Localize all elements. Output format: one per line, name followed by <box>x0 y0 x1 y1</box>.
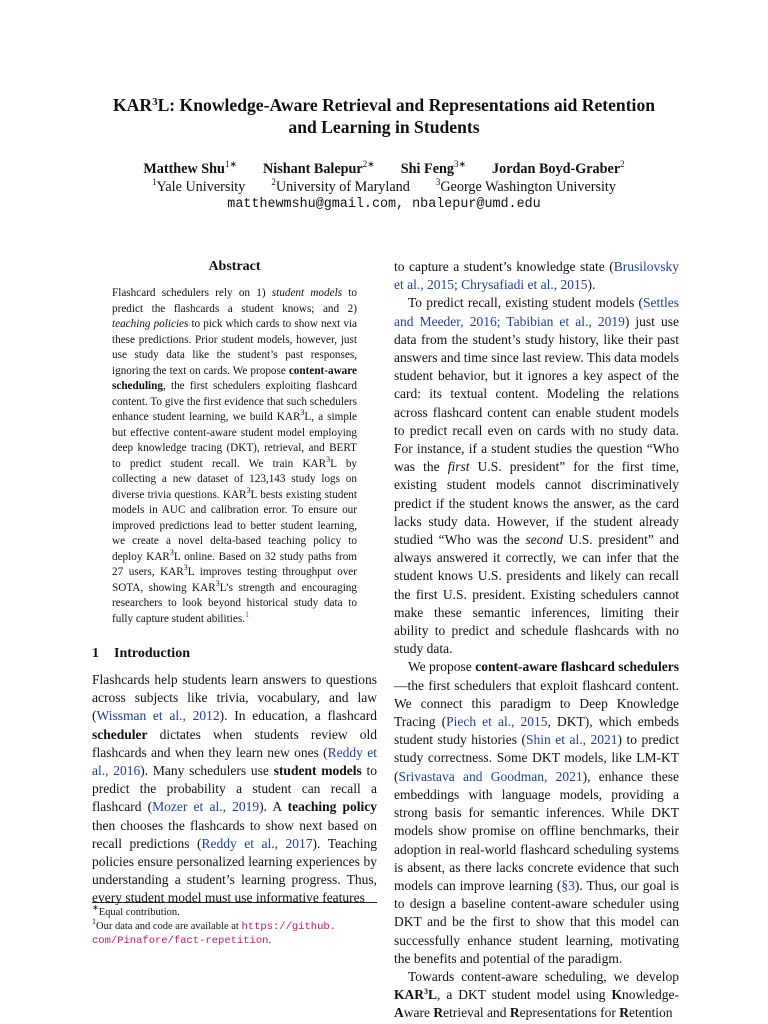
author-name: Matthew Shu <box>143 161 225 177</box>
github-link-cont[interactable]: com/Pinafore/fact-repetition <box>92 935 269 947</box>
intro-paragraph-1: Flashcards help students learn answers to questions across subjects like trivia, vocabulary, and law (Wissman et al., 2012). In education, a flashcard scheduler dictates when students review old flashcards and when they learn new ones (Reddy et al., 2016). Many schedulers use student models to predict the probability a student can recall a flashcard (Mozer et al., 2019). A teaching policy then chooses the flashcards to show next based on recall predictions (Reddy et al., 2017). Teaching policies ensure personalized learning experiences by understanding a student’s learning progress. Thus, every student model must use informative features <box>92 672 378 906</box>
abstract-body: Flashcard schedulers rely on 1) student models to predict the flashcards a student knows; and 2) teaching policies to pick which cards to show next via these predictions. Prior student models, however, just use study data like the student’s past responses, ignoring the text on cards. We propose content-aware scheduling, the first schedulers exploiting flashcard content. To give the first evidence that such schedulers enhance student learning, we build KAR$^3$L, a simple but effective content-aware student model employing deep knowledge tracing (DKT), retrieval, and BERT to predict student recall. We train KAR$^3$L by collecting a new dataset of 123,143 study logs on diverse trivia questions. KAR$^3$L bests existing student models in AUC and calibration error. To ensure our improved predictions lead to better student learning, we create a novel delta-based teaching policy to deploy KAR$^3$L online. Based on 32 study paths from 27 users, KAR$^3$L improves testing throughput over SOTA, showing KAR$^3$L’s strength and encouraging researchers to look beyond historical study data to fully capture student abilities.$^1$ <box>112 287 358 625</box>
title-line-2: and Learning in Students <box>288 117 480 137</box>
author-names: Matthew Shu$^{1∗}$ Nishant Balepur$^{2∗}$ Shi Feng$^{3∗}$ Jordan Boyd-Graber$^2$ <box>143 159 625 177</box>
author-name: Nishant Balepur <box>263 161 363 177</box>
author-emails: matthewmshu@gmail.com, nbalepur@umd.edu <box>227 197 541 212</box>
intro-paragraph-1-cont: to capture a student’s knowledge state (Brusilovsky et al., 2015; Chrysafiadi et al., 2015). <box>394 259 679 293</box>
section-heading-introduction: 1 Introduction <box>92 646 190 661</box>
title-line-1: KAR$^3$L: Knowledge-Aware Retrieval and Representations aid Retention <box>112 95 656 115</box>
footnotes <box>92 902 377 948</box>
footnote-equal-contribution: ∗Equal contribution. <box>92 903 180 918</box>
author-name: Shi Feng <box>400 161 454 177</box>
intro-paragraph-2: To predict recall, existing student models (Settles and Meeder, 2016; Tabibian et al., 2019) just use data from the student’s study history, like their past answers and time since last review. This data models student behavior, but it ignores a key aspect of the card: its textual content. Modeling the relations across flashcard content can enable student models to predict recall even on cards with no study data. For instance, if a student studies the question “Who was the first U.S. president” for the first time, existing student models cannot discriminatively predict if the student knows the answer, as the card lacks study data. However, if the student already studied “Who was the second U.S. president” and always answered it correctly, we can infer that the student knows U.S. presidents and likely can recall the first U.S. president. Existing schedulers cannot make these semantic inferences, limiting their ability to predict and schedule flashcards with no study data. <box>394 295 680 657</box>
paper-title <box>60 94 708 138</box>
intro-paragraph-4: Towards content-aware scheduling, we develop KAR$^3$L, a DKT student model using Knowledge-Aware Retrieval and Representations for Retention <box>394 968 679 1021</box>
footnote-code-availability: $^1$Our data and code are available at https://github. com/Pinafore/fact-repetition. <box>92 917 336 947</box>
abstract-heading: Abstract <box>208 259 261 274</box>
author-name: Jordan Boyd-Graber <box>492 161 621 177</box>
github-link[interactable]: https://github. <box>241 921 336 933</box>
intro-paragraph-3: We propose content-aware flashcard schedulers—the first schedulers that exploit flashcard content. We connect this paradigm to Deep Knowledge Tracing (Piech et al., 2015, DKT), which embeds student study histories (Shin et al., 2021) to predict study correctness. Some DKT models, like LM-KT (Srivastava and Goodman, 2021), enhance these embeddings with language models, providing a strong basis for semantic inferences. While DKT models show promise on offline benchmarks, their adoption in real-world flashcard scheduling systems is absent, as there lacks concrete evidence that such models can improve learning (§3). Thus, our goal is to design a baseline content-aware scheduler using DKT and be the first to show that this model can successfully enhance student learning, motivating the benefits and potential of the paradigm. <box>394 659 680 966</box>
left-column <box>92 258 377 908</box>
right-column <box>394 258 679 1023</box>
author-block <box>60 160 708 214</box>
affiliations: $^1$Yale University $^2$University of Maryland $^3$George Washington University <box>152 177 616 195</box>
